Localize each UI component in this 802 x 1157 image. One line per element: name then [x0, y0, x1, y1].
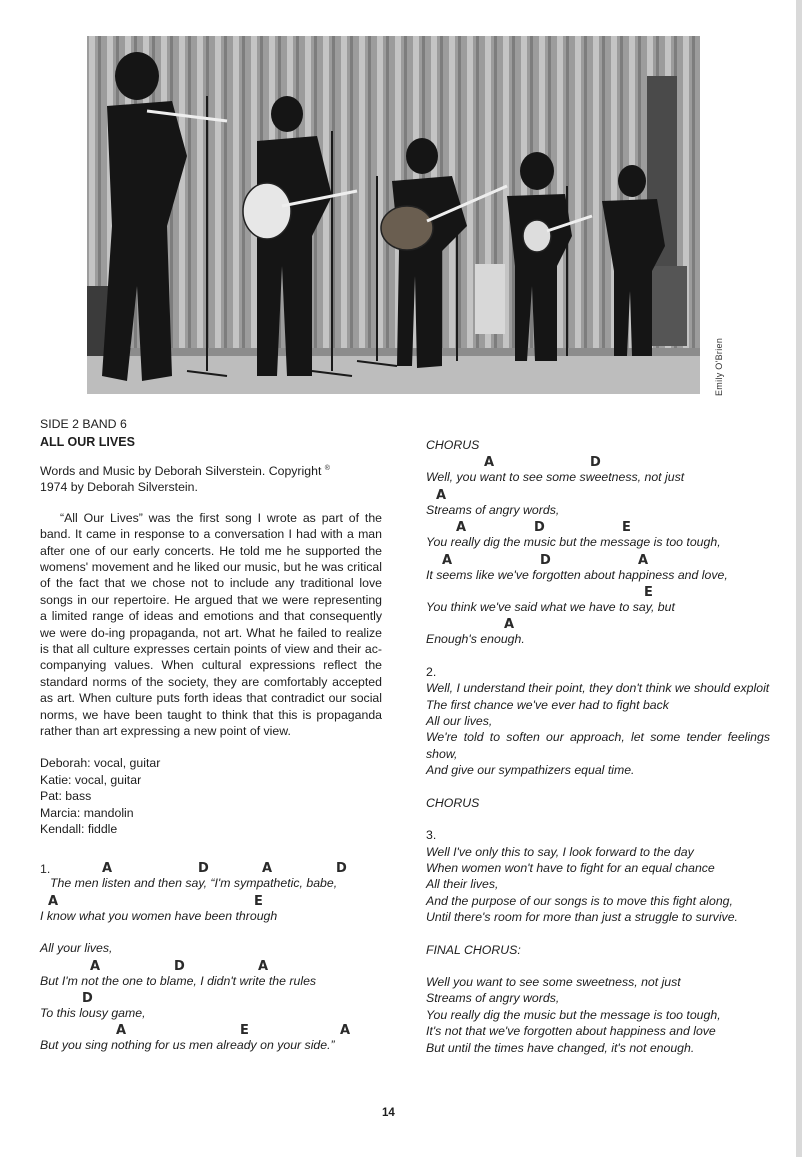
- chord: E: [622, 520, 631, 536]
- chord: D: [534, 520, 545, 536]
- left-column: [40, 416, 382, 1054]
- credits-year: 1974 by Deborah Silverstein.: [40, 480, 198, 495]
- chord-row: [426, 453, 770, 469]
- chord-row: [40, 1021, 382, 1037]
- verse-2: [426, 664, 770, 779]
- final-chorus-label: FINAL CHORUS:: [426, 942, 521, 957]
- chord-row: [40, 892, 382, 908]
- chord: E: [644, 585, 653, 601]
- chorus-label: CHORUS: [426, 438, 480, 452]
- copyright-symbol: ®: [324, 464, 330, 472]
- chord-row: [426, 615, 770, 631]
- lyric-line: Well you want to see some sweetness, not just: [426, 974, 681, 989]
- personnel-item: Deborah: vocal, guitar: [40, 756, 161, 771]
- page-edge: [796, 0, 802, 1157]
- final-chorus: [426, 974, 770, 1056]
- lyric-line: Well, I understand their point, they don't think we should exploit: [426, 681, 770, 696]
- chord-row: [40, 957, 382, 973]
- lyric-line: You really dig the music but the message is too tough,: [426, 535, 721, 550]
- lyric-line: You think we've said what we have to say, but: [426, 600, 675, 615]
- credits-text: Words and Music by Deborah Silverstein. Copyright: [40, 463, 325, 478]
- chord: D: [590, 455, 601, 471]
- chorus: [426, 453, 770, 647]
- chord: D: [336, 861, 347, 877]
- lyric-line: All your lives,: [40, 941, 113, 956]
- personnel-list: [40, 755, 382, 837]
- chorus-repeat-label: CHORUS: [426, 795, 480, 810]
- lyric-line: We're told to soften our approach, let some tender feelings show,: [426, 730, 770, 761]
- personnel-item: Kendall: fiddle: [40, 822, 118, 837]
- chord-row: [426, 518, 770, 534]
- chord: A: [48, 893, 59, 909]
- lyric-line: Well, you want to see some sweetness, not just: [426, 470, 685, 485]
- lyric-line: You really dig the music but the message is too tough,: [426, 1007, 721, 1022]
- chord-row: [426, 583, 770, 599]
- chord: D: [198, 861, 209, 877]
- lyric-line: The first chance we've ever had to fight back: [426, 697, 669, 712]
- lyric-line: And give our sympathizers equal time.: [426, 763, 635, 778]
- page-number: 14: [382, 1107, 395, 1119]
- chord: A: [436, 487, 447, 503]
- chord-row: [426, 486, 770, 502]
- personnel-item: Katie: vocal, guitar: [40, 772, 142, 787]
- song-credits: [40, 461, 382, 496]
- lyric-line: When women won't have to fight for an equal chance: [426, 860, 715, 875]
- chord: A: [340, 1023, 351, 1039]
- chord: A: [262, 861, 273, 877]
- verse-number: 2.: [426, 664, 437, 679]
- lyric-line: To this lousy game,: [40, 1006, 146, 1021]
- chord: A: [456, 520, 467, 536]
- verse-number: 3.: [426, 828, 437, 843]
- lyric-line: It seems like we've forgotten about happiness and love,: [426, 567, 728, 582]
- lyric-line: But I'm not the one to blame, I didn't write the rules: [40, 973, 317, 988]
- verse-number: 1.: [40, 862, 51, 877]
- lyric-line: All our lives,: [426, 714, 493, 729]
- chord: E: [240, 1023, 249, 1039]
- chord-row: [426, 551, 770, 567]
- band-photo-drawing: [87, 36, 700, 394]
- lyric-line: It's not that we've forgotten about happiness and love: [426, 1024, 716, 1039]
- chord-row: [40, 989, 382, 1005]
- verse-1: [40, 859, 382, 1053]
- lyric-line: The men listen and then say, “I'm sympathetic, babe,: [50, 876, 338, 891]
- verse-3: [426, 827, 770, 925]
- lyric-line: All their lives,: [426, 877, 499, 892]
- chord: D: [82, 991, 93, 1007]
- chord: A: [116, 1023, 127, 1039]
- lyric-line: But until the times have changed, it's not enough.: [426, 1040, 695, 1055]
- lyric-line: Streams of angry words,: [426, 502, 560, 517]
- personnel-item: Marcia: mandolin: [40, 805, 134, 820]
- right-column: [426, 437, 770, 1056]
- essay-paragraph: “All Our Lives” was the first song I wrote as part of the band. It came in response to a conversation I had with a man after one of our early concerts. He told me he supported the womens' movement and he liked our music, but he was critical of the fact that we chose not to include any traditional love songs in our repertoire. He argued that we were representing a limited range of ideas and emotions and that consequently we were do-ing propaganda, not art. What he failed to realize is that all culture expresses certain points of view and their ac-companying values. When cultural expressions reflect the standard norms of the society, they are comfortably accepted as art. When culture puts forth ideas that contradict our social norms, we have been taught to think that this is propaganda rather than art expressing a new point of view.: [40, 510, 382, 738]
- band-photo: [87, 36, 700, 394]
- chord: A: [102, 861, 113, 877]
- chord-row: [40, 859, 382, 875]
- chord: A: [258, 958, 269, 974]
- chord: A: [442, 552, 453, 568]
- side-band-label: SIDE 2 BAND 6: [40, 417, 127, 431]
- lyric-line: Until there's room for more than just a struggle to survive.: [426, 910, 738, 925]
- chord: D: [540, 552, 551, 568]
- chord: D: [174, 958, 185, 974]
- personnel-item: Pat: bass: [40, 789, 92, 804]
- lyric-line: And the purpose of our songs is to move this fight along,: [426, 893, 733, 908]
- photo-credit: Emily O'Brien: [714, 337, 724, 396]
- chord: E: [254, 893, 263, 909]
- chord: A: [504, 617, 515, 633]
- lyric-line: But you sing nothing for us men already on your side.”: [40, 1038, 335, 1053]
- lyric-line: Well I've only this to say, I look forward to the day: [426, 844, 694, 859]
- song-title: ALL OUR LIVES: [40, 435, 135, 450]
- lyric-line: I know what you women have been through: [40, 908, 278, 923]
- chord: A: [638, 552, 649, 568]
- lyric-line: Streams of angry words,: [426, 991, 560, 1006]
- lyric-line: Enough's enough.: [426, 632, 525, 647]
- chord: A: [484, 455, 495, 471]
- chord: A: [90, 958, 101, 974]
